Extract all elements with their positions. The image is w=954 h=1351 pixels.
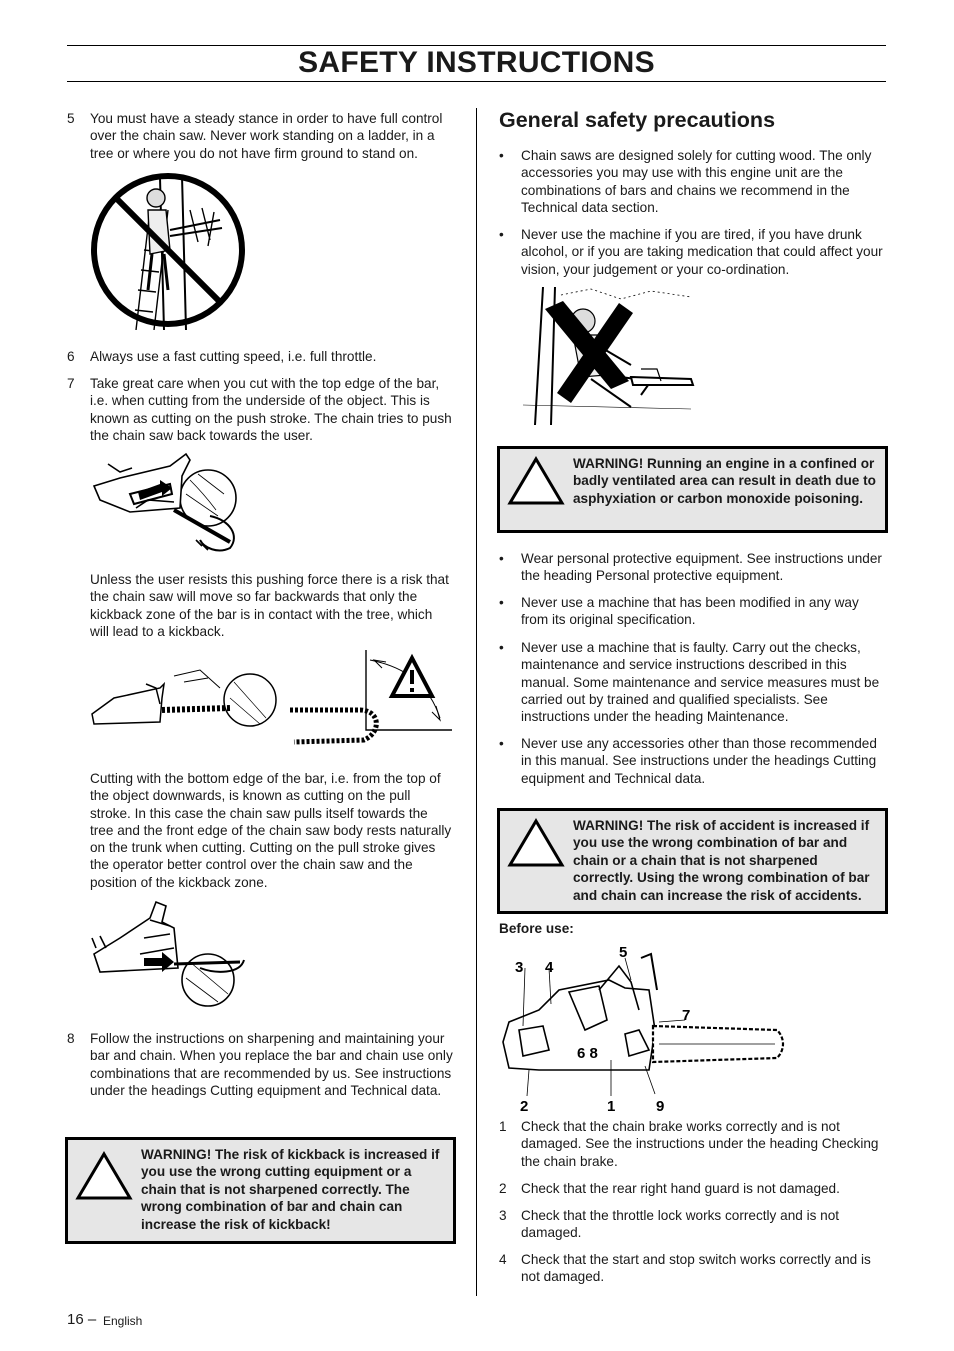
check-number: 2 [499,1181,507,1196]
item-7-number: 7 [67,376,75,391]
callout-9: 9 [656,1098,665,1115]
check-text: Check that the rear right hand guard is not damaged. [521,1181,840,1196]
bullet-symbol: • [499,595,504,610]
page-number: 16 – [67,1311,97,1328]
item-6-number: 6 [67,349,75,364]
bullet-text: Never use any accessories other than those recommended in this manual. See instructions under the headings Cutting equipment and Technical data. [521,736,877,786]
bullet-text: Never use the machine if you are tired, if you have drunk alcohol, or if you are taking medication that could affect your vision, your judgement or your co-ordination. [521,227,883,277]
callout-4: 4 [545,959,554,976]
warning-triangle-icon [506,817,566,869]
warning-triangle-icon [74,1150,134,1202]
callout-7: 7 [682,1007,691,1024]
pull-stroke-illustration [90,898,250,1010]
callout-2: 2 [520,1098,529,1115]
warning-triangle-icon [506,455,566,507]
item-8-text: Follow the instructions on sharpening and maintaining your bar and chain. When you replace the bar and chain use only combinations that are recommended by us. See instructions under the headings Cutting equipment and Technical data. [90,1031,453,1098]
bullet-symbol: • [499,551,504,566]
item-6-text: Always use a fast cutting speed, i.e. full throttle. [90,349,377,364]
callout-6-8: 6 8 [577,1045,598,1062]
check-text: Check that the start and stop switch works correctly and is not damaged. [521,1252,871,1285]
check-number: 3 [499,1208,507,1223]
ladder-prohibition-illustration [90,170,246,330]
page-title: SAFETY INSTRUCTIONS [298,46,655,79]
bullet-symbol: • [499,148,504,163]
item-7-text: Take great care when you cut with the top edge of the bar, i.e. when cutting from the underside of the object. This is known as cutting on the push stroke. The chain tries to push the chain saw back towards the user. [90,376,452,443]
before-use-label: Before use: [499,921,574,936]
chainsaw-parts-diagram [499,940,789,1116]
bullet-text: Wear personal protective equipment. See instructions under the heading Personal protective equipment. [521,551,882,584]
callout-3: 3 [515,959,524,976]
check-number: 1 [499,1119,507,1134]
kickback-zone-illustration [90,648,456,752]
callout-5: 5 [619,944,628,961]
accident-warning-box [497,808,888,914]
column-divider [476,108,477,1296]
push-stroke-illustration [90,450,250,558]
check-text: Check that the chain brake works correctly and is not damaged. See the instructions under the heading Checking the chain brake. [521,1119,879,1169]
bullet-text: Chain saws are designed solely for cutting wood. The only accessories you may use with this engine unit are the combinations of bars and chains we recommend in the Technical data section. [521,148,872,215]
engine-warning-box [497,446,888,533]
item-8-number: 8 [67,1031,75,1046]
bullet-symbol: • [499,227,504,242]
kickback-warning-text: WARNING! The risk of kickback is increased if you use the wrong cutting equipment or a chain that is not sharpened correctly. The wrong combination of bar and chain can increase the risk of kickback! [141,1147,440,1232]
footer-language: English [103,1314,143,1328]
bullet-symbol: • [499,640,504,655]
callout-1: 1 [607,1098,616,1115]
kickback-warning-box [65,1137,456,1244]
check-number: 4 [499,1252,507,1267]
bullet-text: Never use a machine that has been modified in any way from its original specification. [521,595,859,628]
section-heading: General safety precautions [499,108,776,132]
push-stroke-paragraph: Unless the user resists this pushing force there is a risk that the chain saw will move so far backwards that only the kickback zone of the bar is in contact with the tree, which will lead to a kickback. [90,572,449,639]
item-5-text: You must have a steady stance in order to have full control over the chain saw. Never work standing on a ladder, in a tree or where you do not have firm ground to stand on. [90,111,443,161]
bullet-text: Never use a machine that is faulty. Carry out the checks, maintenance and service instructions described in this manual. Some maintenance and service measures must be carried out by trained and qualified specialists. See instructions under the heading Maintenance. [521,640,880,725]
item-5-number: 5 [67,111,75,126]
bullet-symbol: • [499,736,504,751]
pull-stroke-paragraph: Cutting with the bottom edge of the bar, i.e. from the top of the object downwards, is known as cutting on the pull stroke. In this case the chain saw pulls itself towards the tree and the front edge of the chain saw body rests naturally on the trunk when cutting. Cutting on the pull stroke gives the operator better control over the chain saw and the position of the kickback zone. [90,771,452,890]
engine-warning-text: WARNING! Running an engine in a confined or badly ventilated area can result in death due to asphyxiation or carbon monoxide poisoning. [573,456,876,506]
impaired-operator-illustration [521,285,695,425]
header-bottom-rule [67,81,886,82]
check-text: Check that the throttle lock works correctly and is not damaged. [521,1208,840,1241]
accident-warning-text: WARNING! The risk of accident is increased if you use the wrong combination of bar and chain or a chain that is not sharpened correctly. Using the wrong combination of bar and chain can increase the risk of accidents. [573,818,870,903]
